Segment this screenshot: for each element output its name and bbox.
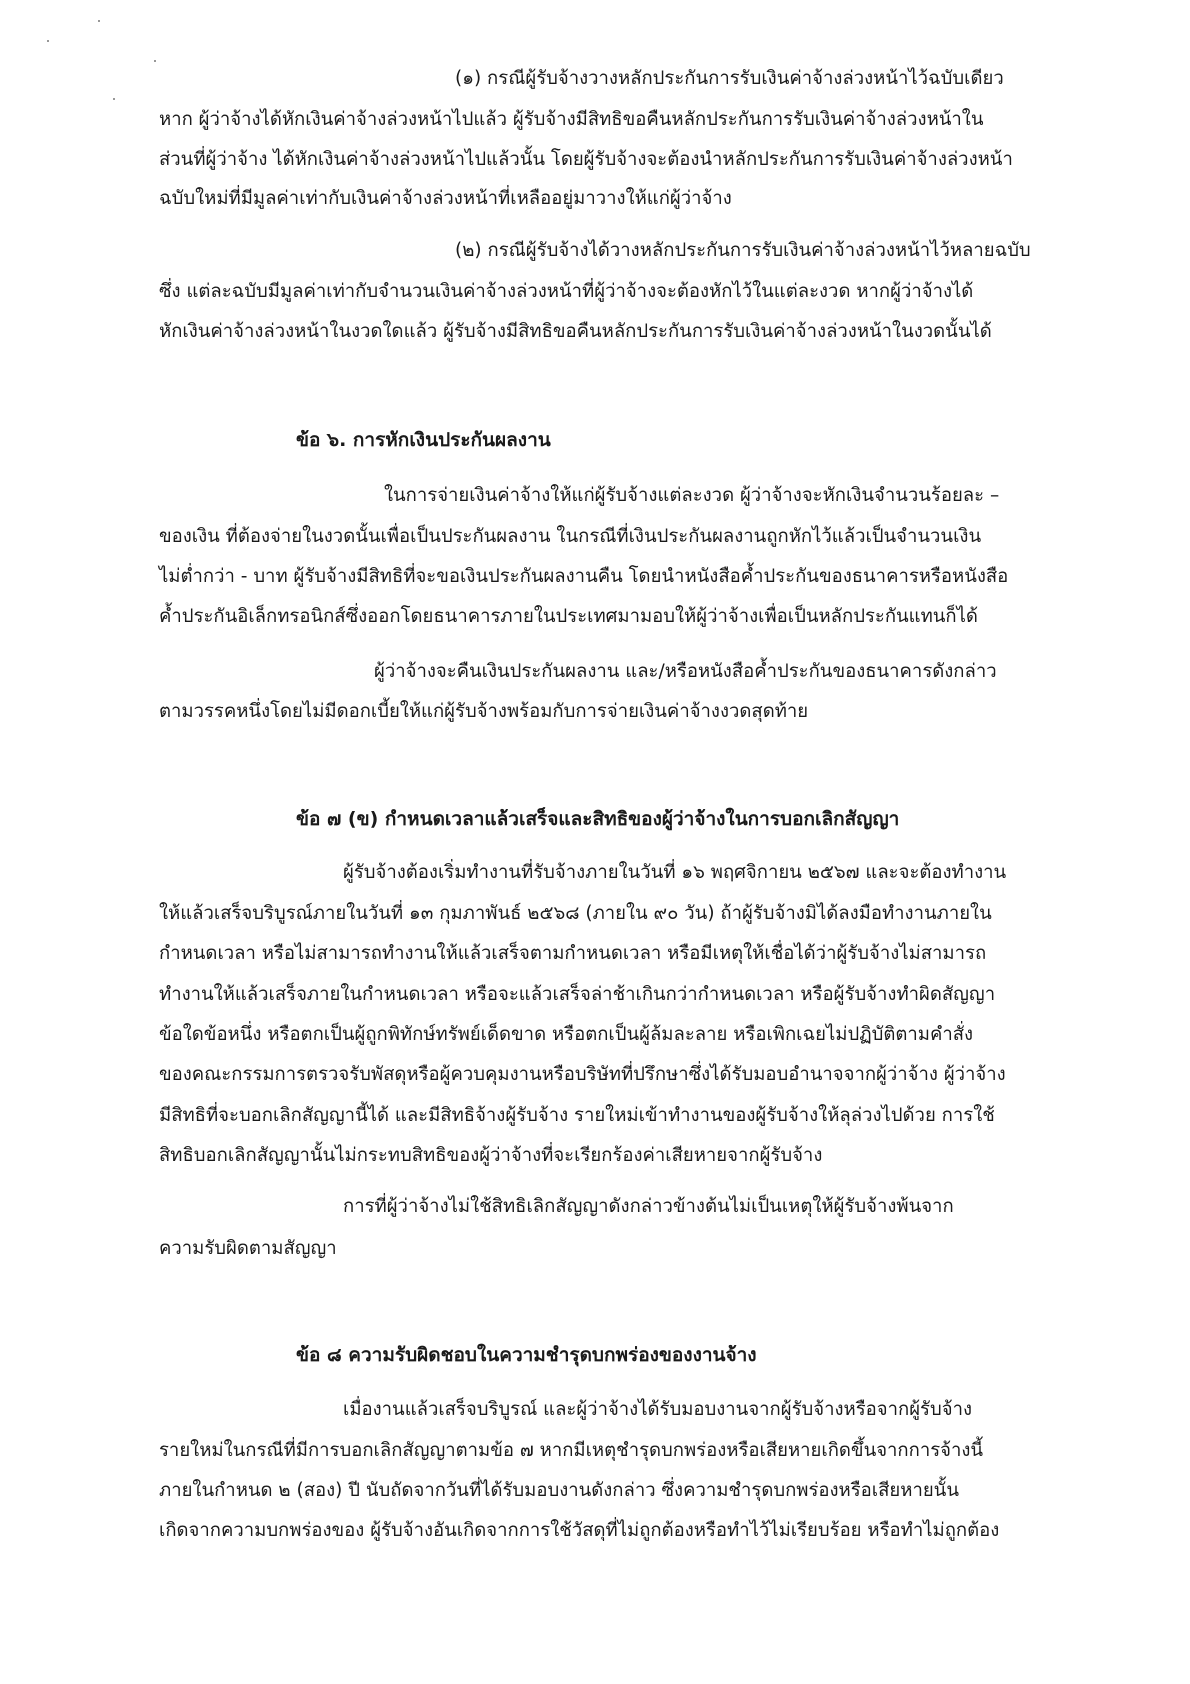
clause7-p1-line: มีสิทธิที่จะบอกเลิกสัญญานี้ได้ และมีสิทธิจ้างผู้รับจ้าง รายใหม่เข้าทำงานของผู้รับจ้างให้ลุล่วงไปด้วย การใช้ [159,1105,995,1126]
clause5-sub2-line: (๒) กรณีผู้รับจ้างได้วางหลักประกันการรับเงินค่าจ้างล่วงหน้าไว้หลายฉบับ [455,240,1031,261]
clause5-sub1-line: ฉบับใหม่ที่มีมูลค่าเท่ากับเงินค่าจ้างล่วงหน้าที่เหลืออยู่มาวางให้แก่ผู้ว่าจ้าง [159,188,732,209]
clause7-p1-line: ของคณะกรรมการตรวจรับพัสดุหรือผู้ควบคุมงานหรือบริษัทที่ปรึกษาซึ่งได้รับมอบอำนาจจากผู้ว่าจ้าง ผู้ว่าจ้าง [159,1064,1006,1085]
clause8-p1-line: รายใหม่ในกรณีที่มีการบอกเลิกสัญญาตามข้อ ๗ หากมีเหตุชำรุดบกพร่องหรือเสียหายเกิดขึ้นจากการจ้างนี้ [159,1440,984,1461]
scan-speck [154,60,156,62]
clause6-p1-line: ในการจ่ายเงินค่าจ้างให้แก่ผู้รับจ้างแต่ละงวด ผู้ว่าจ้างจะหักเงินจำนวนร้อยละ – [384,485,1000,506]
clause7-p2-line: ความรับผิดตามสัญญา [159,1238,337,1259]
clause5-sub1-line: (๑) กรณีผู้รับจ้างวางหลักประกันการรับเงินค่าจ้างล่วงหน้าไว้ฉบับเดียว [455,68,1004,89]
clause6-p1-line: ค้ำประกันอิเล็กทรอนิกส์ซึ่งออกโดยธนาคารภายในประเทศมามอบให้ผู้ว่าจ้างเพื่อเป็นหลักประกันแทนก็ได้ [159,606,978,627]
clause6-p1-line: ไม่ต่ำกว่า - บาท ผู้รับจ้างมีสิทธิที่จะขอเงินประกันผลงานคืน โดยนำหนังสือค้ำประกันของธนาคารหรือหนังสือ [159,566,1009,587]
clause5-sub2-line: ซึ่ง แต่ละฉบับมีมูลค่าเท่ากับจำนวนเงินค่าจ้างล่วงหน้าที่ผู้ว่าจ้างจะต้องหักไว้ในแต่ละงวด หากผู้ว่าจ้างได้ [159,281,974,302]
clause7-p1-line: ผู้รับจ้างต้องเริ่มทำงานที่รับจ้างภายในวันที่ ๑๖ พฤศจิกายน ๒๕๖๗ และจะต้องทำงาน [343,862,1007,883]
clause7-p1-line: ให้แล้วเสร็จบริบูรณ์ภายในวันที่ ๑๓ กุมภาพันธ์ ๒๕๖๘ (ภายใน ๙๐ วัน) ถ้าผู้รับจ้างมิได้ลงมือทำงานภายใน [159,903,992,924]
clause8-p1-line: เกิดจากความบกพร่องของ ผู้รับจ้างอันเกิดจากการใช้วัสดุที่ไม่ถูกต้องหรือทำไว้ไม่เรียบร้อย หรือทำไม่ถูกต้อง [159,1520,1000,1541]
clause7-heading: ข้อ ๗ (ข) กำหนดเวลาแล้วเสร็จและสิทธิของผู้ว่าจ้างในการบอกเลิกสัญญา [296,808,900,830]
clause8-p1-line: ภายในกำหนด ๒ (สอง) ปี นับถัดจากวันที่ได้รับมอบงานดังกล่าว ซึ่งความชำรุดบกพร่องหรือเสียหายนั้น [159,1480,959,1501]
scan-speck [98,20,100,22]
scan-speck [47,40,49,42]
clause7-p1-line: สิทธิบอกเลิกสัญญานั้นไม่กระทบสิทธิของผู้ว่าจ้างที่จะเรียกร้องค่าเสียหายจากผู้รับจ้าง [159,1145,823,1166]
clause8-heading: ข้อ ๘ ความรับผิดชอบในความชำรุดบกพร่องของงานจ้าง [296,1344,757,1366]
clause7-p1-line: ทำงานให้แล้วเสร็จภายในกำหนดเวลา หรือจะแล้วเสร็จล่าช้าเกินกว่ากำหนดเวลา หรือผู้รับจ้างทำผิดสัญญา [159,984,996,1005]
clause6-p1-line: ของเงิน ที่ต้องจ่ายในงวดนั้นเพื่อเป็นประกันผลงาน ในกรณีที่เงินประกันผลงานถูกหักไว้แล้วเป็นจำนวนเงิน [159,526,982,547]
clause6-heading: ข้อ ๖. การหักเงินประกันผลงาน [296,429,551,451]
clause5-sub1-line: หาก ผู้ว่าจ้างได้หักเงินค่าจ้างล่วงหน้าไปแล้ว ผู้รับจ้างมีสิทธิขอคืนหลักประกันการรับเงินค่าจ้างล่วงหน้าใน [159,109,984,130]
clause7-p2-line: การที่ผู้ว่าจ้างไม่ใช้สิทธิเลิกสัญญาดังกล่าวข้างต้นไม่เป็นเหตุให้ผู้รับจ้างพ้นจาก [343,1196,954,1217]
clause7-p1-line: กำหนดเวลา หรือไม่สามารถทำงานให้แล้วเสร็จตามกำหนดเวลา หรือมีเหตุให้เชื่อได้ว่าผู้รับจ้างไม่สามารถ [159,943,987,964]
clause7-p1-line: ข้อใดข้อหนึ่ง หรือตกเป็นผู้ถูกพิทักษ์ทรัพย์เด็ดขาด หรือตกเป็นผู้ล้มละลาย หรือเพิกเฉยไม่ปฏิบัติตามคำสั่ง [159,1024,974,1045]
clause5-sub1-line: ส่วนที่ผู้ว่าจ้าง ได้หักเงินค่าจ้างล่วงหน้าไปแล้วนั้น โดยผู้รับจ้างจะต้องนำหลักประกันการรับเงินค่าจ้างล่วงหน้า [159,149,1013,170]
clause6-p2-line: ผู้ว่าจ้างจะคืนเงินประกันผลงาน และ/หรือหนังสือค้ำประกันของธนาคารดังกล่าว [374,661,997,682]
clause6-p2-line: ตามวรรคหนึ่งโดยไม่มีดอกเบี้ยให้แก่ผู้รับจ้างพร้อมกับการจ่ายเงินค่าจ้างงวดสุดท้าย [159,701,809,722]
scan-speck [113,98,115,100]
clause5-sub2-line: หักเงินค่าจ้างล่วงหน้าในงวดใดแล้ว ผู้รับจ้างมีสิทธิขอคืนหลักประกันการรับเงินค่าจ้างล่วงหน้าในงวดนั้นได้ [159,321,992,342]
clause8-p1-line: เมื่องานแล้วเสร็จบริบูรณ์ และผู้ว่าจ้างได้รับมอบงานจากผู้รับจ้างหรือจากผู้รับจ้าง [343,1399,972,1420]
